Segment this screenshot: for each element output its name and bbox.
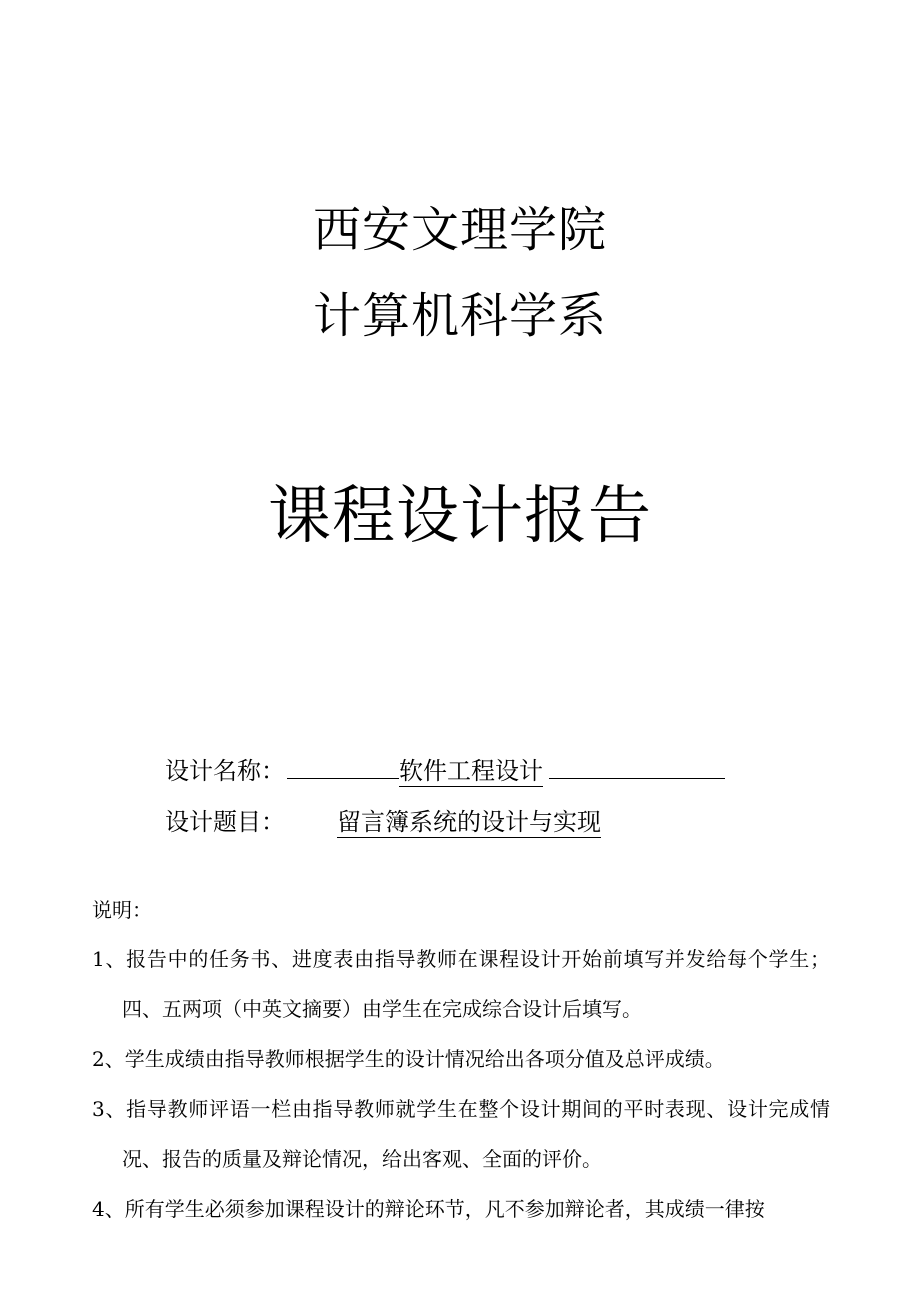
instruction-item: 2、学生成绩由指导教师根据学生的设计情况给出各项分值及总评成绩。 — [92, 1047, 725, 1071]
design-topic-row — [165, 806, 601, 838]
department-name: 计算机科学系 — [312, 288, 607, 344]
design-name-row — [165, 752, 725, 787]
instructions-section — [92, 892, 830, 1234]
instruction-item: 4、所有学生必须参加课程设计的辩论环节，凡不参加辩论者，其成绩一律按 — [92, 1197, 765, 1221]
design-topic-value: 留言簿系统的设计与实现 — [337, 808, 601, 836]
school-name: 西安文理学院 — [312, 202, 607, 258]
design-name-label: 设计名称： — [165, 757, 285, 785]
design-name-blank-right — [549, 752, 725, 779]
design-topic-label: 设计题目： — [165, 808, 285, 836]
report-title: 课程设计报告 — [268, 479, 652, 552]
instruction-item: 3、指导教师评语一栏由指导教师就学生在整个设计期间的平时表现、设计完成情况、报告的质量及辩论情况，给出客观、全面的评价。 — [92, 1097, 830, 1171]
instruction-item: 1、报告中的任务书、进度表由指导教师在课程设计开始前填写并发给每个学生；四、五两项（中英文摘要）由学生在完成综合设计后填写。 — [92, 947, 830, 1021]
instructions-heading: 说明： — [92, 898, 152, 922]
design-name-value: 软件工程设计 — [399, 757, 543, 785]
design-name-blank-left — [287, 752, 399, 779]
